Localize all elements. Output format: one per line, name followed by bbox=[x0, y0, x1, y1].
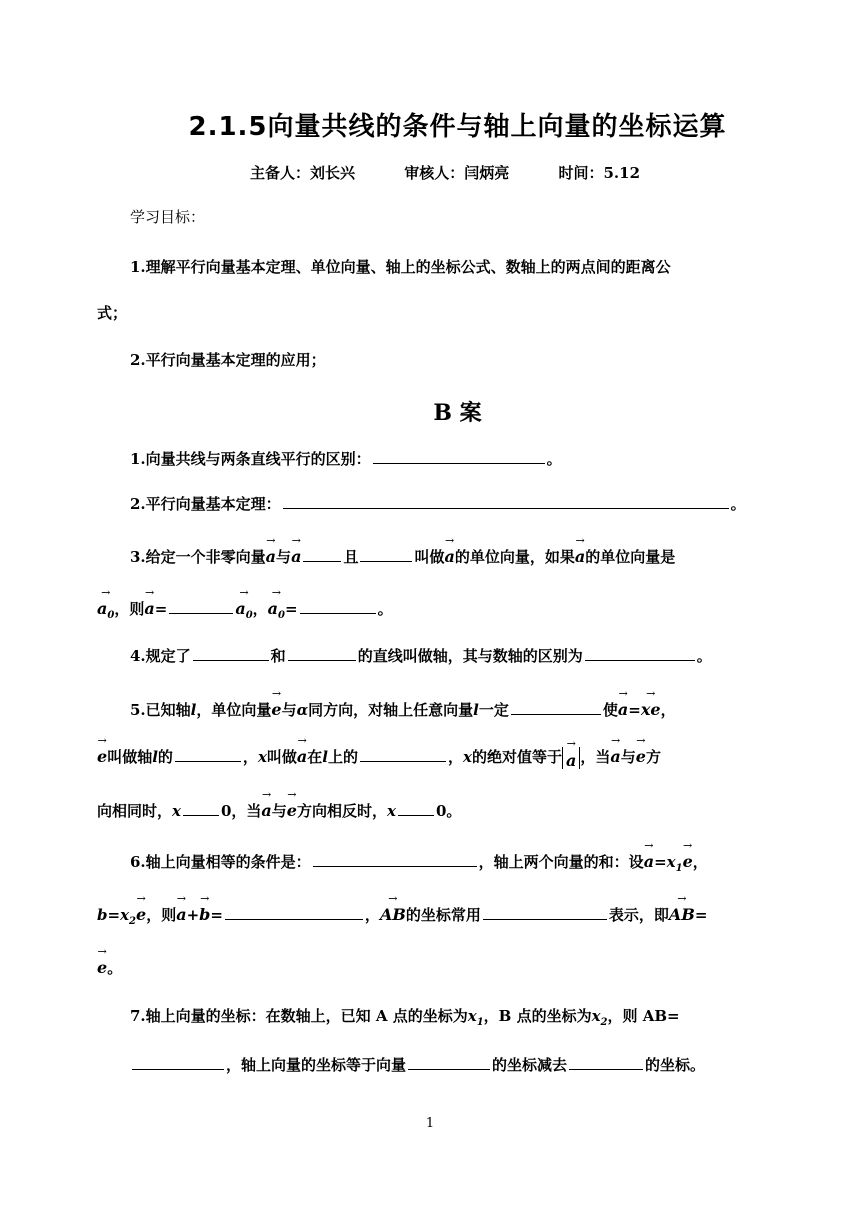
q5-text-10: 在 bbox=[307, 748, 323, 766]
equals-sign: = bbox=[285, 600, 298, 618]
objectives-heading: 学习目标： bbox=[130, 208, 206, 226]
q4-text-1: 4.规定了 bbox=[130, 647, 191, 665]
q6-text-3: ，则 bbox=[146, 906, 177, 924]
section-b-heading: B 案 bbox=[433, 400, 482, 426]
q2-text: 2.平行向量基本定理： bbox=[130, 495, 281, 513]
q4-blank-2[interactable] bbox=[288, 646, 356, 661]
q5-blank-1[interactable] bbox=[511, 700, 601, 715]
q5-text-3: 与 bbox=[281, 701, 297, 719]
equals-sign: = bbox=[694, 906, 708, 924]
q2-blank[interactable] bbox=[283, 494, 729, 509]
question-2 bbox=[130, 494, 810, 514]
vector-b: → b bbox=[199, 902, 210, 925]
objective-1-cont: 式； bbox=[97, 304, 128, 322]
vector-xe: → xe bbox=[641, 697, 661, 720]
q6-blank-1[interactable] bbox=[313, 852, 477, 867]
q3-text-4: 叫做 bbox=[414, 548, 445, 566]
page-number: 1 bbox=[425, 1116, 435, 1131]
vector-e: → e bbox=[683, 849, 693, 872]
q3-text-5: 的单位向量，如果 bbox=[454, 548, 575, 566]
q7-text-5: 的坐标减去 bbox=[492, 1056, 568, 1074]
q5-text-4: 同方向，对轴上任意向量 bbox=[308, 701, 474, 719]
vector-a: → a bbox=[610, 744, 620, 767]
question-5: 5.已知轴l，单位向量→ e与α同方向，对轴上任意向量l一定 使→ a=→ xe， bbox=[130, 697, 810, 720]
question-1 bbox=[130, 449, 810, 469]
q5-text-13: ，当 bbox=[580, 748, 611, 766]
question-7-cont bbox=[130, 1055, 810, 1075]
q5-text-19: 方向相反时， bbox=[296, 802, 387, 820]
abs-a bbox=[562, 747, 580, 769]
vector-a: → a bbox=[261, 798, 271, 821]
equals-sign: = bbox=[210, 906, 223, 924]
vector-a: → a bbox=[176, 902, 186, 925]
vector-e: → e bbox=[136, 902, 146, 925]
q6-text-2: ，轴上两个向量的和：设 bbox=[478, 853, 644, 871]
question-3 bbox=[130, 544, 810, 567]
vector-e: → e bbox=[97, 955, 107, 978]
equals-sign: = bbox=[654, 853, 667, 871]
time: 时间：5.12 bbox=[558, 164, 641, 182]
question-6-cont-2 bbox=[97, 955, 777, 978]
q5-text-18: 与 bbox=[271, 802, 287, 820]
q4-text-2: 和 bbox=[270, 647, 286, 665]
question-4 bbox=[130, 646, 810, 666]
vector-e: → e bbox=[271, 697, 281, 720]
q5-text-15: 方 bbox=[645, 748, 661, 766]
objective-1: 1.理解平行向量基本定理、单位向量、轴上的坐标公式、数轴上的两点间的距离公 bbox=[130, 258, 671, 276]
q5-text-17: 0，当 bbox=[220, 802, 262, 820]
vector-e: → e bbox=[636, 744, 646, 767]
q5-blank-3[interactable] bbox=[360, 747, 446, 762]
q5-text-12: 的绝对值等于 bbox=[471, 748, 562, 766]
vector-a: → a bbox=[291, 544, 301, 567]
q7-text-4: ，轴上向量的坐标等于向量 bbox=[226, 1056, 407, 1074]
vector-AB: → AB bbox=[380, 902, 406, 925]
question-6: 6.轴上向量相等的条件是： ，轴上两个向量的和：设→ $a=x_1\to e$， bbox=[130, 849, 810, 879]
q1-end: 。 bbox=[546, 450, 562, 468]
q7-blank-2[interactable] bbox=[408, 1055, 490, 1070]
equals-sign: = bbox=[154, 600, 168, 618]
q5-text-5: 一定 bbox=[478, 701, 509, 719]
vector-a: → a bbox=[297, 744, 307, 767]
q2-end: 。 bbox=[730, 495, 746, 513]
vector-a: → a bbox=[566, 747, 576, 772]
q6-text-4: 的坐标常用 bbox=[405, 906, 481, 924]
var-x2: $x_2$ bbox=[120, 906, 136, 927]
alpha-symbol: α bbox=[296, 701, 309, 719]
vector-e: → e bbox=[97, 744, 107, 767]
plus-sign: + bbox=[186, 906, 200, 924]
q5-text-9: 叫做 bbox=[266, 748, 297, 766]
q3-text-3: 且 bbox=[343, 548, 359, 566]
q4-end: 。 bbox=[696, 647, 712, 665]
q3-blank-3[interactable] bbox=[169, 599, 233, 614]
q5-blank-2[interactable] bbox=[175, 747, 241, 762]
q4-blank-3[interactable] bbox=[585, 646, 695, 661]
q7-text-2: ，B 点的坐标为 bbox=[483, 1007, 592, 1025]
q3-text-9: 。 bbox=[377, 600, 393, 618]
q5-text-7: 叫做轴 bbox=[107, 748, 153, 766]
vector-a: → a bbox=[575, 544, 585, 567]
q7-blank-1[interactable] bbox=[132, 1055, 224, 1070]
q7-text-6: 的坐标。 bbox=[645, 1056, 706, 1074]
meta-line bbox=[0, 162, 860, 183]
var-x: x bbox=[387, 802, 396, 820]
vector-e: → e bbox=[287, 798, 297, 821]
q5-text-2: ，单位向量 bbox=[196, 701, 272, 719]
q3-blank-2[interactable] bbox=[360, 547, 412, 562]
axis-l: l bbox=[152, 748, 158, 766]
page-title: 2.1.5向量共线的条件与轴上向量的坐标运算 bbox=[188, 112, 727, 142]
q7-text-1: 7.轴上向量的坐标：在数轴上，已知 A 点的坐标为 bbox=[130, 1007, 468, 1025]
vector-a: → a bbox=[644, 849, 654, 872]
axis-l: l bbox=[473, 701, 479, 719]
vector-a0: → $a_0$ bbox=[235, 596, 252, 626]
q5-text-6: 使 bbox=[602, 701, 618, 719]
q5-text-14: 与 bbox=[620, 748, 636, 766]
var-x2: $x_2$ bbox=[591, 1007, 608, 1028]
q5-text-16: 向相同时， bbox=[97, 802, 173, 820]
equals-sign: = bbox=[107, 906, 121, 924]
q5-text-20: 0。 bbox=[435, 802, 462, 820]
q3-text-6: 的单位向量是 bbox=[585, 548, 676, 566]
var-x1: $x_1$ bbox=[467, 1007, 484, 1028]
var-x: x bbox=[172, 802, 181, 820]
q1-blank[interactable] bbox=[373, 449, 545, 464]
q3-blank-4[interactable] bbox=[300, 599, 376, 614]
vector-a: → a bbox=[444, 544, 454, 567]
q4-blank-1[interactable] bbox=[193, 646, 269, 661]
axis-l: l bbox=[190, 701, 197, 719]
q4-text-3: 的直线叫做轴，其与数轴的区别为 bbox=[357, 647, 583, 665]
q3-text-8: ， bbox=[252, 600, 268, 618]
var-x1: $x_1$ bbox=[666, 853, 683, 874]
q3-text-7: ，则 bbox=[114, 600, 145, 618]
vector-a: → a bbox=[144, 596, 154, 619]
q5-text-8: 的 bbox=[157, 748, 173, 766]
objective-2: 2.平行向量基本定理的应用； bbox=[130, 351, 326, 369]
reviewer: 审核人：闫炳亮 bbox=[404, 164, 510, 182]
var-b: b bbox=[97, 906, 108, 924]
q6-text-1: 6.轴上向量相等的条件是： bbox=[130, 853, 311, 871]
q6-text-5: 表示，即 bbox=[608, 906, 669, 924]
q3-blank-1[interactable] bbox=[303, 547, 341, 562]
q5-blank-5[interactable] bbox=[398, 801, 434, 816]
question-5-cont-2 bbox=[97, 798, 777, 821]
equals-sign: = bbox=[628, 701, 641, 719]
var-x: x bbox=[463, 748, 472, 766]
q5-text-11: 上的 bbox=[328, 748, 359, 766]
q7-blank-3[interactable] bbox=[569, 1055, 643, 1070]
q5-blank-4[interactable] bbox=[183, 801, 219, 816]
preparer: 主备人：刘长兴 bbox=[249, 164, 355, 182]
q5-text-1: 5.已知轴 bbox=[130, 701, 191, 719]
vector-AB: → AB bbox=[669, 902, 695, 925]
axis-l: l bbox=[322, 748, 328, 766]
q6-blank-3[interactable] bbox=[483, 905, 607, 920]
question-7 bbox=[130, 1006, 810, 1033]
question-3-cont bbox=[97, 596, 777, 626]
vector-a0: → $a_0$ bbox=[97, 596, 114, 626]
vector-a: → a bbox=[266, 544, 276, 567]
var-x: x bbox=[257, 748, 267, 766]
q3-text-2: 与 bbox=[276, 548, 292, 566]
question-6-cont-1: $b=x_2\to e$，则→ a+→ b= ，→ AB的坐标常用 表示，即→ AB= bbox=[97, 902, 777, 932]
q1-text: 1.向量共线与两条直线平行的区别： bbox=[130, 450, 371, 468]
vector-a: → a bbox=[618, 697, 628, 720]
q6-text-6: 。 bbox=[107, 959, 123, 977]
vector-a0: → $a_0$ bbox=[268, 596, 285, 626]
q3-text-1: 3.给定一个非零向量 bbox=[130, 548, 266, 566]
q7-text-3: ，则 AB= bbox=[607, 1007, 680, 1025]
question-5-cont-1: → e叫做轴l的 ，x叫做→ a在l上的 ，x的绝对值等于→ a ，当→ a与→ e方 bbox=[97, 744, 777, 769]
q6-blank-2[interactable] bbox=[225, 905, 363, 920]
